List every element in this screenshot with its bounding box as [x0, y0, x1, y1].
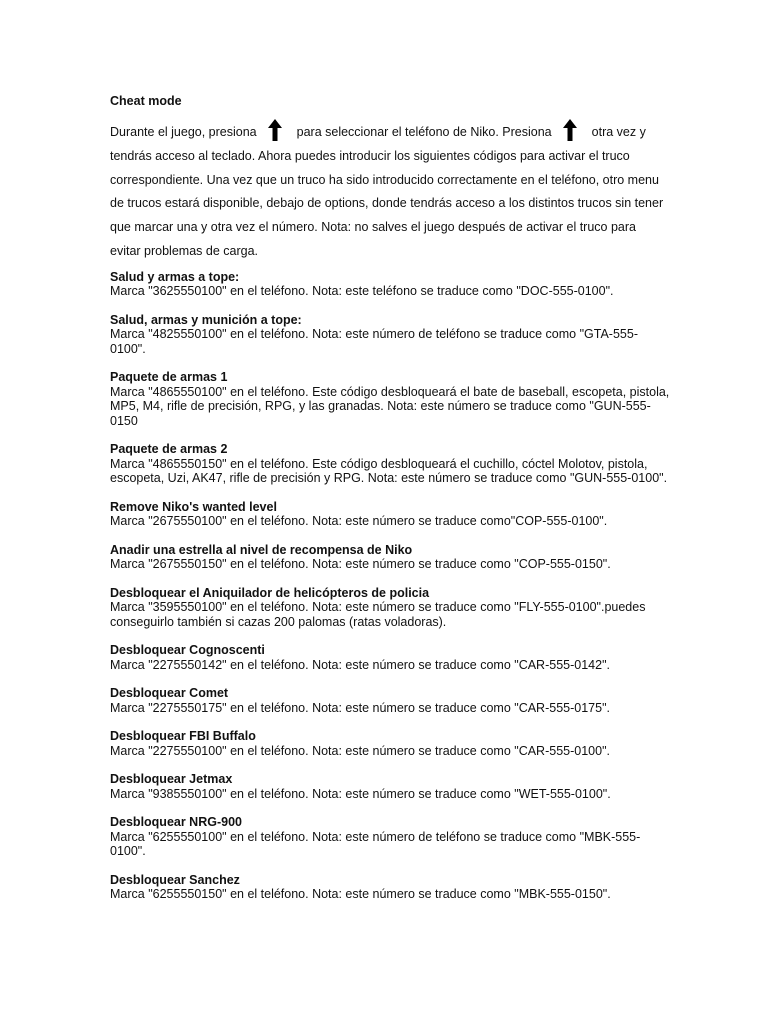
cheat-entry: [110, 586, 670, 630]
cheat-entry: [110, 686, 670, 715]
cheat-title: Anadir una estrella al nivel de recompensa de Niko: [110, 542, 413, 557]
cheat-description: Marca "4865550100" en el teléfono. Este código desbloqueará el bate de baseball, escopeta, pistola, MP5, M4, rifle de precisión, RPG, y las granadas. Nota: este número se traduce como "GUN-555-0150: [110, 384, 670, 428]
up-arrow-icon: [267, 118, 283, 142]
page-title: Cheat mode: [110, 94, 182, 108]
cheat-description: Marca "2275550175" en el teléfono. Nota: este número se traduce como "CAR-555-0175".: [110, 700, 610, 715]
cheat-title: Desbloquear el Aniquilador de helicópteros de policia: [110, 585, 430, 600]
cheat-description: Marca "2675550100" en el teléfono. Nota: este número se traduce como"COP-555-0100".: [110, 514, 608, 529]
intro-part-2: para seleccionar el teléfono de Niko. Presiona: [296, 125, 552, 139]
cheat-description: Marca "6255550150" en el teléfono. Nota: este número se traduce como "MBK-555-0150".: [110, 887, 611, 902]
cheat-title: Paquete de armas 1: [110, 370, 228, 385]
cheat-entry: [110, 543, 670, 572]
intro-part-3: otra vez y tendrás acceso al teclado. Ahora puedes introducir los siguientes códigos para activar el truco correspondiente. Una vez que un truco ha sido introducido correctamente en el teléfono, otro menu de trucos estará disponible, debajo de options, donde tendrás acceso a los distintos trucos sin tener que marcar una y otra vez el número. Nota: no salves el juego después de activar el truco para evitar problemas de carga.: [110, 125, 664, 258]
cheat-description: Marca "4825550100" en el teléfono. Nota: este número de teléfono se traduce como "GTA-555-0100".: [110, 327, 638, 356]
cheat-title: Desbloquear FBI Buffalo: [110, 729, 256, 744]
cheat-description: Marca "2275550100" en el teléfono. Nota: este número se traduce como "CAR-555-0100".: [110, 743, 610, 758]
cheat-entry: [110, 370, 670, 428]
cheat-title: Desbloquear Sanchez: [110, 872, 240, 887]
up-arrow-icon: [562, 118, 578, 142]
cheat-entry: [110, 313, 670, 357]
cheat-description: Marca "2275550142" en el teléfono. Nota: este número se traduce como "CAR-555-0142".: [110, 657, 610, 672]
intro-paragraph: [110, 118, 670, 264]
cheat-title: Desbloquear NRG-900: [110, 815, 242, 830]
cheat-title: Desbloquear Jetmax: [110, 772, 233, 787]
cheat-entry: [110, 729, 670, 758]
cheat-entry: [110, 772, 670, 801]
cheat-entry: [110, 270, 670, 299]
intro-part-1: Durante el juego, presiona: [110, 125, 257, 139]
cheat-description: Marca "3595550100" en el teléfono. Nota: este número se traduce como "FLY-555-0100".puedes conseguirlo también si cazas 200 palomas (ratas voladoras).: [110, 600, 646, 629]
cheat-description: Marca "3625550100" en el teléfono. Nota: este teléfono se traduce como "DOC-555-0100".: [110, 284, 614, 299]
cheat-list: [110, 270, 670, 902]
document-page: [110, 93, 670, 902]
cheat-entry: [110, 500, 670, 529]
cheat-title: Salud, armas y munición a tope:: [110, 312, 302, 327]
cheat-description: Marca "2675550150" en el teléfono. Nota: este número se traduce como "COP-555-0150".: [110, 557, 611, 572]
cheat-entry: [110, 442, 670, 486]
cheat-description: Marca "9385550100" en el teléfono. Nota: este número se traduce como "WET-555-0100".: [110, 786, 611, 801]
cheat-entry: [110, 643, 670, 672]
cheat-title: Desbloquear Cognoscenti: [110, 643, 265, 658]
cheat-title: Salud y armas a tope:: [110, 269, 240, 284]
cheat-title: Desbloquear Comet: [110, 686, 229, 701]
cheat-entry: [110, 873, 670, 902]
cheat-title: Remove Niko's wanted level: [110, 499, 277, 514]
cheat-description: Marca "6255550100" en el teléfono. Nota: este número de teléfono se traduce como "MBK-555-0100".: [110, 829, 641, 859]
cheat-entry: [110, 815, 670, 859]
cheat-description: Marca "4865550150" en el teléfono. Este código desbloqueará el cuchillo, cóctel Molotov, pistola, escopeta, Uzi, AK47, rifle de precisión y RPG. Nota: este número se traduce como "GUN-555-0100".: [110, 456, 668, 486]
cheat-title: Paquete de armas 2: [110, 442, 228, 457]
